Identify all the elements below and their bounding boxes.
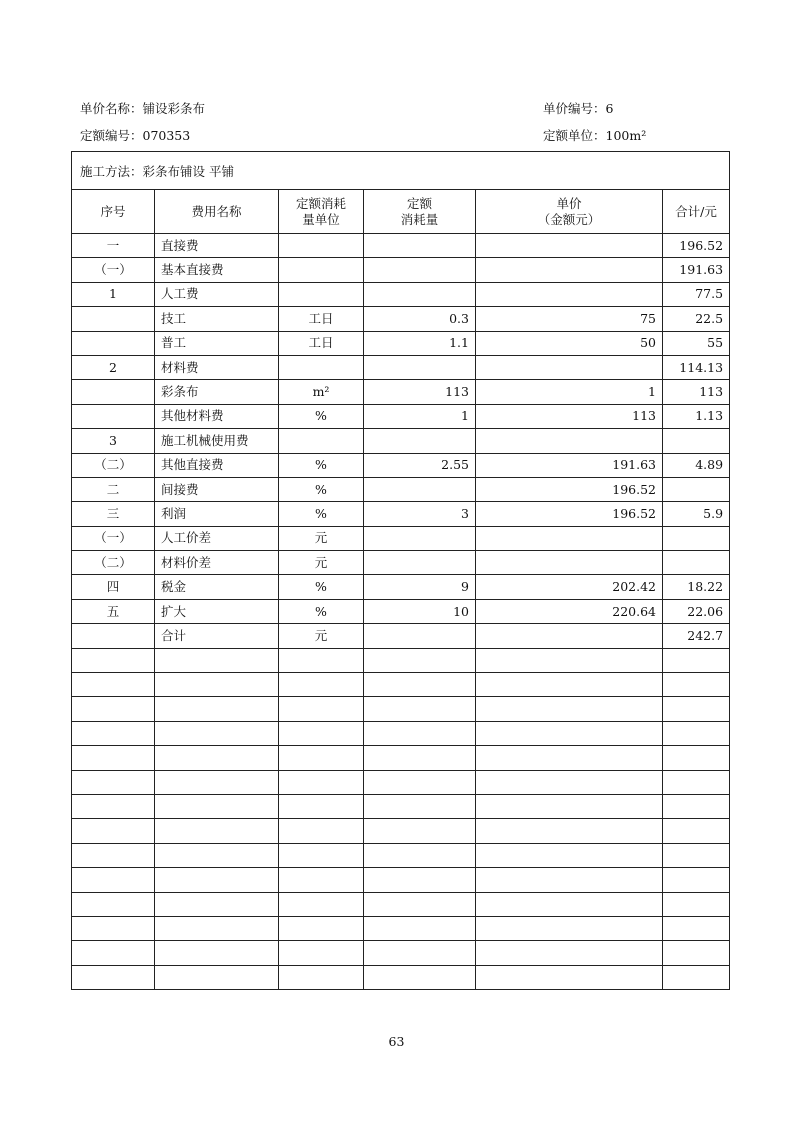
blank-cell (279, 697, 364, 721)
cell-seq: （二） (72, 453, 155, 477)
table-row (72, 429, 730, 453)
blank-cell (476, 941, 663, 965)
cell-seq: （二） (72, 551, 155, 575)
cell-unit: 工日 (279, 307, 364, 331)
cell-total (663, 526, 730, 550)
blank-cell (476, 965, 663, 989)
blank-cell (663, 746, 730, 770)
blank-row (72, 794, 730, 818)
cell-seq: （一） (72, 258, 155, 282)
blank-cell (155, 721, 279, 745)
table-row (72, 258, 730, 282)
cell-qty: 1 (364, 404, 476, 428)
blank-row (72, 941, 730, 965)
blank-cell (155, 770, 279, 794)
blank-cell (476, 770, 663, 794)
cell-total: 5.9 (663, 502, 730, 526)
cell-qty (364, 258, 476, 282)
cell-seq: 3 (72, 429, 155, 453)
cell-price (476, 429, 663, 453)
blank-cell (476, 868, 663, 892)
cell-total: 18.22 (663, 575, 730, 599)
cell-total: 4.89 (663, 453, 730, 477)
cell-price: 196.52 (476, 477, 663, 501)
cell-qty (364, 234, 476, 258)
cell-total (663, 429, 730, 453)
cell-unit (279, 355, 364, 379)
cell-name: 间接费 (155, 477, 279, 501)
blank-cell (364, 843, 476, 867)
cell-name: 材料价差 (155, 551, 279, 575)
cell-price: 113 (476, 404, 663, 428)
cell-seq: （一） (72, 526, 155, 550)
cell-unit: % (279, 477, 364, 501)
cell-unit: % (279, 599, 364, 623)
cell-name: 其他直接费 (155, 453, 279, 477)
cell-seq: 三 (72, 502, 155, 526)
cell-qty: 113 (364, 380, 476, 404)
blank-cell (364, 697, 476, 721)
cell-price (476, 258, 663, 282)
blank-cell (72, 892, 155, 916)
blank-cell (279, 721, 364, 745)
table-row (72, 453, 730, 477)
blank-cell (364, 941, 476, 965)
blank-row (72, 648, 730, 672)
blank-cell (476, 648, 663, 672)
cell-total: 242.7 (663, 624, 730, 648)
blank-row (72, 673, 730, 697)
blank-cell (364, 916, 476, 940)
construction-method: 施工方法：彩条布铺设 平铺 (72, 152, 730, 190)
blank-cell (364, 892, 476, 916)
cell-name: 彩条布 (155, 380, 279, 404)
cell-qty (364, 282, 476, 306)
cell-unit (279, 282, 364, 306)
blank-cell (364, 819, 476, 843)
blank-cell (663, 673, 730, 697)
blank-cell (72, 965, 155, 989)
cell-name: 普工 (155, 331, 279, 355)
blank-cell (663, 892, 730, 916)
cell-unit: % (279, 453, 364, 477)
cell-seq (72, 404, 155, 428)
cell-total: 113 (663, 380, 730, 404)
cell-qty: 2.55 (364, 453, 476, 477)
cell-unit: 元 (279, 526, 364, 550)
table-row (72, 575, 730, 599)
construction-method-row (72, 152, 730, 190)
blank-cell (364, 770, 476, 794)
cell-qty (364, 526, 476, 550)
cell-price: 196.52 (476, 502, 663, 526)
header-total: 合计/元 (663, 190, 730, 234)
cell-name: 人工价差 (155, 526, 279, 550)
blank-row (72, 721, 730, 745)
blank-row (72, 892, 730, 916)
blank-cell (155, 673, 279, 697)
blank-cell (663, 648, 730, 672)
blank-cell (364, 868, 476, 892)
blank-row (72, 746, 730, 770)
cell-seq (72, 307, 155, 331)
cell-total: 196.52 (663, 234, 730, 258)
blank-cell (364, 794, 476, 818)
cell-seq: 1 (72, 282, 155, 306)
blank-cell (155, 965, 279, 989)
cell-qty: 10 (364, 599, 476, 623)
cell-price: 202.42 (476, 575, 663, 599)
cell-unit: 工日 (279, 331, 364, 355)
unit-price-number: 单价编号：6 (543, 101, 614, 116)
blank-row (72, 916, 730, 940)
header-unit: 定额消耗 量单位 (279, 190, 364, 234)
blank-cell (663, 916, 730, 940)
cell-total: 77.5 (663, 282, 730, 306)
cell-unit: m² (279, 380, 364, 404)
blank-cell (663, 794, 730, 818)
blank-cell (155, 941, 279, 965)
table-row (72, 404, 730, 428)
blank-cell (663, 770, 730, 794)
blank-cell (476, 697, 663, 721)
cell-unit: % (279, 404, 364, 428)
cell-price: 75 (476, 307, 663, 331)
cell-total: 1.13 (663, 404, 730, 428)
blank-cell (72, 819, 155, 843)
cell-qty (364, 355, 476, 379)
cell-name: 其他材料费 (155, 404, 279, 428)
cell-price: 220.64 (476, 599, 663, 623)
blank-cell (72, 697, 155, 721)
cell-name: 税金 (155, 575, 279, 599)
cell-qty (364, 551, 476, 575)
blank-cell (279, 819, 364, 843)
blank-cell (155, 819, 279, 843)
blank-cell (155, 916, 279, 940)
blank-cell (663, 721, 730, 745)
blank-cell (279, 916, 364, 940)
blank-row (72, 697, 730, 721)
blank-cell (663, 941, 730, 965)
blank-row (72, 868, 730, 892)
blank-cell (72, 721, 155, 745)
header-name: 费用名称 (155, 190, 279, 234)
quota-unit: 定额单位：100m² (543, 128, 647, 143)
table-row (72, 624, 730, 648)
blank-cell (155, 868, 279, 892)
table-row (72, 234, 730, 258)
table-row (72, 331, 730, 355)
cell-qty: 0.3 (364, 307, 476, 331)
cell-price (476, 551, 663, 575)
cell-name: 基本直接费 (155, 258, 279, 282)
table-row (72, 526, 730, 550)
page-number: 63 (388, 1034, 405, 1049)
cell-price (476, 282, 663, 306)
blank-cell (155, 648, 279, 672)
blank-cell (663, 843, 730, 867)
blank-cell (155, 697, 279, 721)
blank-cell (279, 673, 364, 697)
blank-cell (72, 770, 155, 794)
blank-cell (279, 892, 364, 916)
cell-qty: 1.1 (364, 331, 476, 355)
table-row (72, 307, 730, 331)
blank-cell (155, 892, 279, 916)
cell-seq: 五 (72, 599, 155, 623)
blank-cell (476, 721, 663, 745)
header-qty: 定额 消耗量 (364, 190, 476, 234)
cell-seq: 一 (72, 234, 155, 258)
cell-price: 50 (476, 331, 663, 355)
cell-price: 1 (476, 380, 663, 404)
blank-cell (476, 673, 663, 697)
blank-row (72, 770, 730, 794)
blank-cell (279, 941, 364, 965)
blank-cell (279, 843, 364, 867)
cell-unit: 元 (279, 551, 364, 575)
blank-cell (72, 843, 155, 867)
blank-row (72, 819, 730, 843)
blank-cell (72, 868, 155, 892)
blank-cell (364, 746, 476, 770)
blank-cell (476, 892, 663, 916)
blank-cell (476, 843, 663, 867)
cell-total: 191.63 (663, 258, 730, 282)
cell-qty (364, 429, 476, 453)
blank-cell (364, 965, 476, 989)
table-header-row (72, 190, 730, 234)
blank-cell (279, 746, 364, 770)
table-row (72, 477, 730, 501)
blank-cell (663, 697, 730, 721)
blank-cell (476, 794, 663, 818)
blank-row (72, 965, 730, 989)
cell-name: 人工费 (155, 282, 279, 306)
table-row (72, 551, 730, 575)
cell-price (476, 234, 663, 258)
header-price: 单价 （金额元） (476, 190, 663, 234)
header-seq: 序号 (72, 190, 155, 234)
cell-total (663, 551, 730, 575)
blank-cell (476, 746, 663, 770)
table-row (72, 282, 730, 306)
blank-cell (72, 746, 155, 770)
cell-name: 直接费 (155, 234, 279, 258)
cell-unit (279, 234, 364, 258)
cell-qty: 3 (364, 502, 476, 526)
cell-name: 技工 (155, 307, 279, 331)
cell-seq (72, 331, 155, 355)
cell-qty (364, 477, 476, 501)
cell-unit: 元 (279, 624, 364, 648)
cell-name: 利润 (155, 502, 279, 526)
blank-cell (72, 941, 155, 965)
blank-cell (279, 965, 364, 989)
cell-seq: 2 (72, 355, 155, 379)
blank-cell (663, 868, 730, 892)
blank-cell (155, 794, 279, 818)
cell-unit: % (279, 575, 364, 599)
cell-name: 扩大 (155, 599, 279, 623)
cell-seq (72, 380, 155, 404)
blank-cell (155, 746, 279, 770)
blank-row (72, 843, 730, 867)
table-row (72, 380, 730, 404)
blank-cell (663, 965, 730, 989)
quota-number: 定额编号：070353 (80, 128, 191, 143)
blank-cell (279, 770, 364, 794)
blank-cell (155, 843, 279, 867)
blank-cell (476, 819, 663, 843)
blank-cell (72, 794, 155, 818)
blank-cell (72, 673, 155, 697)
cell-total: 114.13 (663, 355, 730, 379)
cell-name: 材料费 (155, 355, 279, 379)
cell-qty: 9 (364, 575, 476, 599)
cell-price (476, 624, 663, 648)
blank-cell (364, 648, 476, 672)
blank-cell (663, 819, 730, 843)
cell-total: 55 (663, 331, 730, 355)
cost-table (71, 151, 730, 990)
cell-unit (279, 429, 364, 453)
cell-seq (72, 624, 155, 648)
blank-cell (279, 794, 364, 818)
table-row (72, 355, 730, 379)
cell-total: 22.5 (663, 307, 730, 331)
cell-total (663, 477, 730, 501)
blank-cell (72, 648, 155, 672)
cell-name: 施工机械使用费 (155, 429, 279, 453)
cell-seq: 二 (72, 477, 155, 501)
blank-cell (364, 721, 476, 745)
cell-unit: % (279, 502, 364, 526)
blank-cell (279, 648, 364, 672)
blank-cell (476, 916, 663, 940)
cell-price (476, 355, 663, 379)
cell-total: 22.06 (663, 599, 730, 623)
table-row (72, 502, 730, 526)
cell-price (476, 526, 663, 550)
blank-cell (364, 673, 476, 697)
table-row (72, 599, 730, 623)
cell-qty (364, 624, 476, 648)
blank-cell (72, 916, 155, 940)
unit-price-name: 单价名称：铺设彩条布 (80, 101, 206, 116)
cell-price: 191.63 (476, 453, 663, 477)
blank-cell (279, 868, 364, 892)
cell-seq: 四 (72, 575, 155, 599)
cell-name: 合计 (155, 624, 279, 648)
cell-unit (279, 258, 364, 282)
